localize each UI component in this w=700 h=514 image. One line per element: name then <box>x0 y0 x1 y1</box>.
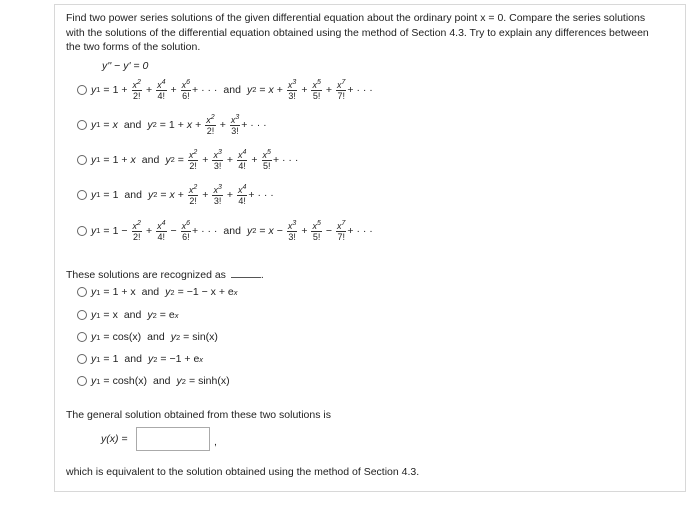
radio-button[interactable] <box>77 332 87 342</box>
radio-button[interactable] <box>77 310 87 320</box>
series-option-1[interactable]: y 1 = 1 + $\frac{x^2}{2!}$ + $\frac{x^4}{4!}$ + $\frac{x^6}{6!}$ + · · · and y 2 = x + $\frac{x^3}{3!}$ + $\frac{x^5}{5!}$ + $\frac{x^7}{7!}$ + · · · <box>77 78 373 101</box>
series-option-5[interactable]: y 1 = 1 − $\frac{x^2}{2!}$ + $\frac{x^4}{4!}$ − $\frac{x^6}{6!}$ + · · · and y 2 = x − $\frac{x^3}{3!}$ + $\frac{x^5}{5!}$ − $\frac{x^7}{7!}$ + · · · <box>77 219 373 242</box>
and-word: and <box>123 309 142 321</box>
and-word: and <box>141 153 160 166</box>
ellipsis: + · · · <box>272 153 299 166</box>
and-word: and <box>123 118 142 131</box>
ellipsis: + · · · <box>347 224 373 237</box>
series-option-2[interactable]: y 1 = x and y 2 = 1 + x + $\frac{x^2}{2!}$ + $\frac{x^3}{3!}$ + · · · <box>77 113 267 136</box>
and-word: and <box>223 224 241 237</box>
trailing-comma: , <box>214 436 217 448</box>
and-word: and <box>153 375 171 387</box>
general-solution-label: The general solution obtained from these two solutions is <box>66 409 331 421</box>
recognized-option-3[interactable]: y 1 = cos(x) and y 2 = sin(x) <box>77 331 218 343</box>
radio-button[interactable] <box>77 190 87 200</box>
and-word: and <box>141 286 160 298</box>
radio-button[interactable] <box>77 120 87 130</box>
radio-button[interactable] <box>77 85 87 95</box>
ellipsis: + · · · <box>192 224 218 237</box>
radio-button[interactable] <box>77 226 87 236</box>
series-option-4[interactable]: y 1 = 1 and y 2 = x + $\frac{x^2}{2!}$ + $\frac{x^3}{3!}$ + $\frac{x^4}{4!}$ + · · · <box>77 183 274 206</box>
ellipsis: + · · · <box>248 188 274 201</box>
question-prompt: Find two power series solutions of the given differential equation about the ordinary point x = 0. Compare the series solutions with the solutions of the differential equation obtained using the method of Section 4.3. Try to explain any differences between the two forms of the solution. <box>66 12 649 53</box>
radio-button[interactable] <box>77 155 87 165</box>
radio-button[interactable] <box>77 287 87 297</box>
recognized-option-4[interactable]: y 1 = 1 and y 2 = −1 + e x <box>77 353 203 365</box>
and-word: and <box>124 188 142 201</box>
equivalent-text: which is equivalent to the solution obtained using the method of Section 4.3. <box>66 466 420 478</box>
and-word: and <box>147 331 165 343</box>
ellipsis: + · · · <box>241 118 267 131</box>
fill-in-blank <box>231 277 261 278</box>
recognized-prompt: These solutions are recognized as . <box>66 269 264 281</box>
general-solution-input[interactable] <box>136 427 210 451</box>
ellipsis: + · · · <box>347 83 373 96</box>
recognized-option-2[interactable]: y 1 = x and y 2 = e x <box>77 309 179 321</box>
ellipsis: + · · · <box>192 83 218 96</box>
differential-equation: y'' − y' = 0 <box>102 60 149 72</box>
radio-button[interactable] <box>77 376 87 386</box>
recognized-option-1[interactable]: y 1 = 1 + x and y 2 = −1 − x + e x <box>77 286 237 298</box>
y-of-x-label: y(x) = <box>101 433 128 445</box>
series-option-3[interactable]: y 1 = 1 + x and y 2 = $\frac{x^2}{2!}$ + $\frac{x^3}{3!}$ + $\frac{x^4}{4!}$ + $\frac{x^5}{5!}$ + · · · <box>77 148 298 171</box>
and-word: and <box>124 353 142 365</box>
recognized-option-5[interactable]: y 1 = cosh(x) and y 2 = sinh(x) <box>77 375 230 387</box>
recognized-label: These solutions are recognized as <box>66 269 226 281</box>
and-word: and <box>223 83 241 96</box>
radio-button[interactable] <box>77 354 87 364</box>
